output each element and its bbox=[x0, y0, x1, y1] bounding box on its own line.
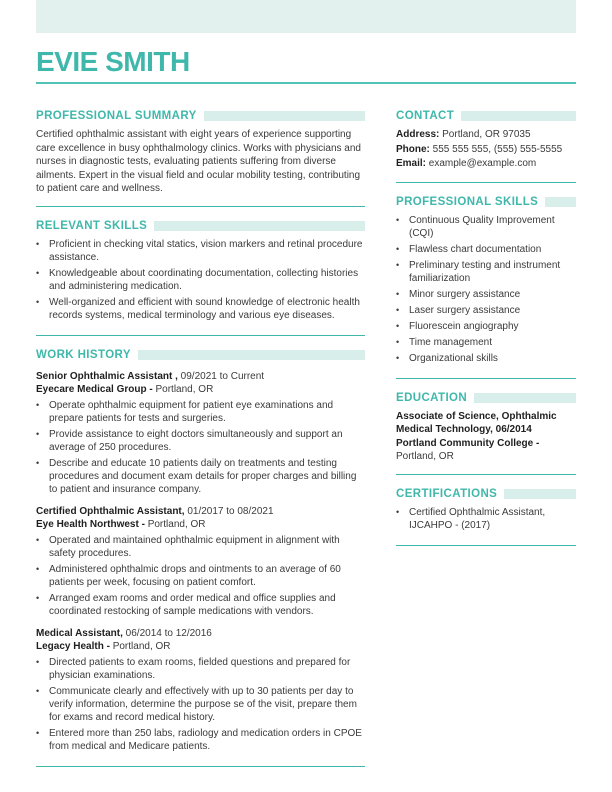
job-employer: Eye Health Northwest - bbox=[36, 519, 145, 530]
section-title: WORK HISTORY bbox=[36, 348, 131, 361]
contact-heading bbox=[396, 110, 576, 122]
job-employer: Legacy Health - bbox=[36, 641, 110, 652]
contact-phone bbox=[396, 143, 576, 158]
list-item: • Communicate clearly and effectively with up to 30 patients per day to verify information, determine the purpose se of the visit, prepare them for exams and record medical history. bbox=[36, 685, 365, 724]
education-degree: Associate of Science, Ophthalmic Medical Technology, 06/2014 bbox=[396, 410, 557, 435]
contact-address-label: Address: bbox=[396, 129, 440, 140]
job-employer-line bbox=[36, 518, 365, 532]
job-employer-line bbox=[36, 640, 365, 654]
job-duties-list bbox=[36, 656, 365, 753]
list-item: • Arranged exam rooms and order medical and office supplies and coordinated restocking of sample medications with vendors. bbox=[36, 592, 365, 618]
resume-columns bbox=[36, 110, 576, 780]
left-column bbox=[36, 110, 365, 780]
certifications-list bbox=[396, 506, 576, 532]
contact-address bbox=[396, 128, 576, 143]
list-item: • Well-organized and efficient with sound knowledge of electronic health records systems, medical terminology and various eye diseases. bbox=[36, 296, 365, 322]
section-professional-skills bbox=[396, 196, 576, 379]
education-school: Portland Community College - bbox=[396, 437, 540, 449]
list-item: • Directed patients to exam rooms, fielded questions and prepared for physician examinations. bbox=[36, 656, 365, 682]
section-contact bbox=[396, 110, 576, 183]
relevant-skills-list bbox=[36, 238, 365, 322]
job-entry bbox=[36, 627, 365, 753]
job-title-line bbox=[36, 627, 365, 641]
section-education bbox=[396, 392, 576, 475]
list-item: • Minor surgery assistance bbox=[396, 288, 576, 301]
section-title: EDUCATION bbox=[396, 391, 468, 404]
job-entry bbox=[36, 505, 365, 618]
list-item: • Administered ophthalmic drops and ointments to an average of 60 patients per week, focusing on patient comfort. bbox=[36, 563, 365, 589]
list-item: • Describe and educate 10 patients daily on treatments and testing procedures and document exam details for proper charges and billing to patient and insurance company. bbox=[36, 457, 365, 496]
job-employer: Eyecare Medical Group - bbox=[36, 384, 153, 395]
heading-accent-bar bbox=[474, 393, 576, 403]
list-item: • Flawless chart documentation bbox=[396, 243, 576, 256]
list-item: • Fluorescein angiography bbox=[396, 320, 576, 333]
summary-text: Certified ophthalmic assistant with eight years of experience supporting care excellence in busy ophthalmology clinics. Works with physicians and nurses in diagnostic tests, evaluating patients suffering from diverse ailments. Expert in the visual field and ocular mobility testing, contributing to patient care and wellness. bbox=[36, 129, 361, 194]
list-item: • Operated and maintained ophthalmic equipment in alignment with safety procedures. bbox=[36, 534, 365, 560]
job-dates: 06/2014 to 12/2016 bbox=[125, 627, 212, 639]
job-duties-list bbox=[36, 534, 365, 618]
name-divider bbox=[36, 82, 576, 84]
professional-skills-list bbox=[396, 214, 576, 365]
section-certifications bbox=[396, 488, 576, 546]
work-history-heading bbox=[36, 349, 365, 361]
contact-email-value: example@example.com bbox=[428, 158, 537, 169]
job-title: Medical Assistant, bbox=[36, 627, 123, 639]
heading-accent-bar bbox=[204, 111, 365, 121]
relevant-skills-heading bbox=[36, 220, 365, 232]
list-item: • Entered more than 250 labs, radiology and medication orders in CPOE from medical and Medicare patients. bbox=[36, 727, 365, 753]
job-duties-list bbox=[36, 399, 365, 496]
list-item: • Certified Ophthalmic Assistant, IJCAHPO - (2017) bbox=[396, 506, 576, 532]
section-relevant-skills bbox=[36, 220, 365, 336]
list-item: • Proficient in checking vital statics, vision markers and retinal procedure assistance. bbox=[36, 238, 365, 264]
section-title: CONTACT bbox=[396, 110, 455, 122]
contact-email-label: Email: bbox=[396, 158, 427, 169]
professional-skills-heading bbox=[396, 196, 576, 208]
section-professional-summary bbox=[36, 110, 365, 207]
candidate-name: EVIE SMITH bbox=[36, 46, 190, 77]
job-employer-line bbox=[36, 383, 365, 397]
professional-summary-heading bbox=[36, 110, 365, 122]
list-item: • Continuous Quality Improvement (CQI) bbox=[396, 214, 576, 240]
heading-accent-bar bbox=[138, 350, 365, 360]
list-item: • Preliminary testing and instrument familiarization bbox=[396, 259, 576, 285]
education-school-line bbox=[396, 437, 576, 464]
section-title: CERTIFICATIONS bbox=[396, 487, 498, 500]
education-location: Portland, OR bbox=[396, 451, 454, 462]
section-title: PROFESSIONAL SUMMARY bbox=[36, 110, 197, 122]
list-item: • Time management bbox=[396, 336, 576, 349]
list-item: • Organizational skills bbox=[396, 352, 576, 365]
list-item: • Provide assistance to eight doctors simultaneously and support an average of 250 procedures. bbox=[36, 428, 365, 454]
job-location: Portland, OR bbox=[112, 641, 171, 652]
heading-accent-bar bbox=[154, 221, 365, 231]
section-work-history bbox=[36, 349, 365, 767]
job-title: Senior Ophthalmic Assistant , bbox=[36, 370, 178, 382]
list-item: • Knowledgeable about coordinating documentation, collecting histories and administering medication. bbox=[36, 267, 365, 293]
job-location: Portland, OR bbox=[155, 384, 214, 395]
section-title: RELEVANT SKILLS bbox=[36, 219, 148, 232]
section-title: PROFESSIONAL SKILLS bbox=[396, 195, 539, 208]
contact-address-value: Portland, OR 97035 bbox=[442, 129, 531, 140]
list-item: • Laser surgery assistance bbox=[396, 304, 576, 317]
job-dates: 09/2021 to Current bbox=[180, 370, 265, 382]
certifications-heading bbox=[396, 488, 576, 500]
contact-phone-label: Phone: bbox=[396, 143, 430, 155]
heading-accent-bar bbox=[461, 111, 576, 121]
job-entry bbox=[36, 370, 365, 496]
right-column bbox=[396, 110, 576, 780]
job-title-line bbox=[36, 505, 365, 519]
contact-email bbox=[396, 157, 576, 172]
job-title-line bbox=[36, 370, 365, 384]
heading-accent-bar bbox=[504, 489, 576, 499]
contact-phone-value: 555 555 555, (555) 555-5555 bbox=[432, 143, 563, 155]
list-item: • Operate ophthalmic equipment for patient eye examinations and prepare patients for tests and surgeries. bbox=[36, 399, 365, 425]
job-title: Certified Ophthalmic Assistant, bbox=[36, 505, 185, 517]
education-heading bbox=[396, 392, 576, 404]
job-location: Portland, OR bbox=[147, 519, 206, 530]
heading-accent-bar bbox=[545, 197, 576, 207]
job-dates: 01/2017 to 08/2021 bbox=[187, 505, 274, 517]
